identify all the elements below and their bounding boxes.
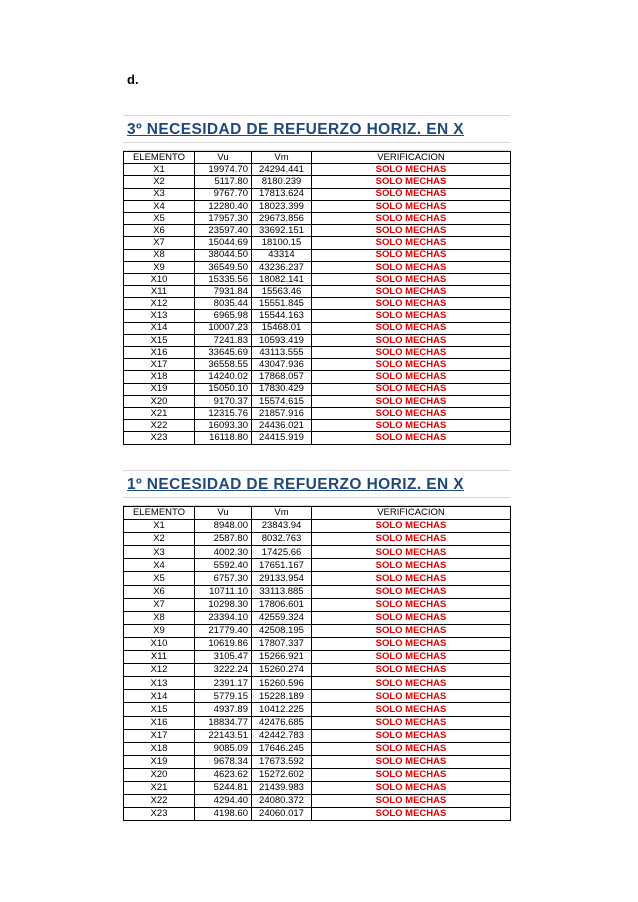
element-cell: X21 [124, 781, 195, 794]
element-cell: X7 [124, 237, 195, 249]
table-row [124, 200, 511, 212]
element-cell: X2 [124, 176, 195, 188]
vu-cell: 10298.30 [195, 598, 252, 611]
vm-cell: 29673.856 [252, 212, 312, 224]
vu-cell: 38044.50 [195, 249, 252, 261]
element-cell: X16 [124, 716, 195, 729]
table-row [124, 420, 511, 432]
element-cell: X22 [124, 420, 195, 432]
vm-cell: 17813.624 [252, 188, 312, 200]
element-cell: X11 [124, 651, 195, 664]
verification-cell: SOLO MECHAS [312, 664, 511, 677]
verification-cell: SOLO MECHAS [312, 164, 511, 176]
vu-cell: 8035.44 [195, 298, 252, 310]
verification-cell: SOLO MECHAS [312, 559, 511, 572]
vm-cell: 42559.324 [252, 611, 312, 624]
table-row [124, 520, 511, 533]
element-cell: X12 [124, 664, 195, 677]
table-row [124, 585, 511, 598]
vm-cell: 15272.602 [252, 768, 312, 781]
verification-cell: SOLO MECHAS [312, 690, 511, 703]
vm-cell: 18023.399 [252, 200, 312, 212]
element-cell: X14 [124, 690, 195, 703]
verification-cell: SOLO MECHAS [312, 637, 511, 650]
verification-cell: SOLO MECHAS [312, 212, 511, 224]
vu-cell: 10007.23 [195, 322, 252, 334]
section-label-d: d. [127, 72, 139, 87]
vm-cell: 18100.15 [252, 237, 312, 249]
table-row [124, 371, 511, 383]
vu-cell: 7931.84 [195, 286, 252, 298]
table-row [124, 383, 511, 395]
verification-cell: SOLO MECHAS [312, 716, 511, 729]
table-row [124, 225, 511, 237]
vu-cell: 6757.30 [195, 572, 252, 585]
vu-cell: 5779.15 [195, 690, 252, 703]
verification-cell: SOLO MECHAS [312, 795, 511, 808]
vm-cell: 24436.021 [252, 420, 312, 432]
vu-cell: 7241.83 [195, 334, 252, 346]
table-row [124, 347, 511, 359]
table-row [124, 677, 511, 690]
verification-cell: SOLO MECHAS [312, 261, 511, 273]
section-first-necessity [123, 470, 510, 821]
table-row [124, 808, 511, 821]
table-row [124, 624, 511, 637]
vm-cell: 21857.916 [252, 407, 312, 419]
vm-cell: 17651.167 [252, 559, 312, 572]
vu-cell: 19974.70 [195, 164, 252, 176]
element-cell: X9 [124, 261, 195, 273]
vu-cell: 5117.80 [195, 176, 252, 188]
vu-cell: 9085.09 [195, 742, 252, 755]
element-cell: X4 [124, 559, 195, 572]
table-row [124, 164, 511, 176]
vu-cell: 2587.80 [195, 533, 252, 546]
vu-cell: 5244.81 [195, 781, 252, 794]
vm-cell: 24080.372 [252, 795, 312, 808]
verification-cell: SOLO MECHAS [312, 298, 511, 310]
header-vm: Vm [252, 507, 312, 520]
verification-cell: SOLO MECHAS [312, 677, 511, 690]
vu-cell: 4623.62 [195, 768, 252, 781]
table-row [124, 781, 511, 794]
vm-cell: 17830.429 [252, 383, 312, 395]
element-cell: X8 [124, 611, 195, 624]
verification-cell: SOLO MECHAS [312, 572, 511, 585]
element-cell: X3 [124, 188, 195, 200]
vm-cell: 15260.596 [252, 677, 312, 690]
element-cell: X13 [124, 677, 195, 690]
vu-cell: 23394.10 [195, 611, 252, 624]
element-cell: X14 [124, 322, 195, 334]
element-cell: X1 [124, 164, 195, 176]
table-row [124, 559, 511, 572]
vm-cell: 43314 [252, 249, 312, 261]
vu-cell: 22143.51 [195, 729, 252, 742]
vu-cell: 14240.02 [195, 371, 252, 383]
table-row [124, 212, 511, 224]
vm-cell: 24415.919 [252, 432, 312, 444]
vu-cell: 2391.17 [195, 677, 252, 690]
vm-cell: 15228.189 [252, 690, 312, 703]
verification-cell: SOLO MECHAS [312, 598, 511, 611]
element-cell: X5 [124, 212, 195, 224]
table-row [124, 651, 511, 664]
vm-cell: 43236.237 [252, 261, 312, 273]
shear-table [123, 506, 511, 821]
element-cell: X10 [124, 273, 195, 285]
verification-cell: SOLO MECHAS [312, 359, 511, 371]
vm-cell: 15574.615 [252, 395, 312, 407]
verification-cell: SOLO MECHAS [312, 395, 511, 407]
verification-cell: SOLO MECHAS [312, 200, 511, 212]
shear-table [123, 151, 511, 445]
element-cell: X11 [124, 286, 195, 298]
verification-cell: SOLO MECHAS [312, 729, 511, 742]
table-row [124, 637, 511, 650]
vu-cell: 36558.55 [195, 359, 252, 371]
element-cell: X6 [124, 585, 195, 598]
verification-cell: SOLO MECHAS [312, 585, 511, 598]
verification-cell: SOLO MECHAS [312, 533, 511, 546]
element-cell: X10 [124, 637, 195, 650]
vu-cell: 15335.56 [195, 273, 252, 285]
vm-cell: 42508.195 [252, 624, 312, 637]
verification-cell: SOLO MECHAS [312, 703, 511, 716]
vu-cell: 15050.10 [195, 383, 252, 395]
vm-cell: 29133.954 [252, 572, 312, 585]
table-row [124, 432, 511, 444]
element-cell: X5 [124, 572, 195, 585]
element-cell: X12 [124, 298, 195, 310]
verification-cell: SOLO MECHAS [312, 322, 511, 334]
verification-cell: SOLO MECHAS [312, 651, 511, 664]
vm-cell: 15260.274 [252, 664, 312, 677]
table-row [124, 729, 511, 742]
table-row [124, 359, 511, 371]
element-cell: X3 [124, 546, 195, 559]
table-row [124, 611, 511, 624]
verification-cell: SOLO MECHAS [312, 286, 511, 298]
element-cell: X21 [124, 407, 195, 419]
header-vu: Vu [195, 507, 252, 520]
table-row [124, 546, 511, 559]
vu-cell: 8948.00 [195, 520, 252, 533]
table-row [124, 310, 511, 322]
table-row [124, 703, 511, 716]
vm-cell: 43047.936 [252, 359, 312, 371]
vu-cell: 4294.40 [195, 795, 252, 808]
table-row [124, 598, 511, 611]
element-cell: X19 [124, 383, 195, 395]
element-cell: X6 [124, 225, 195, 237]
table-row [124, 261, 511, 273]
element-cell: X8 [124, 249, 195, 261]
verification-cell: SOLO MECHAS [312, 176, 511, 188]
vu-cell: 4937.89 [195, 703, 252, 716]
vu-cell: 9767.70 [195, 188, 252, 200]
vm-cell: 15563.46 [252, 286, 312, 298]
vm-cell: 42476.685 [252, 716, 312, 729]
table-row [124, 298, 511, 310]
table-row [124, 237, 511, 249]
vm-cell: 10412.225 [252, 703, 312, 716]
element-cell: X7 [124, 598, 195, 611]
verification-cell: SOLO MECHAS [312, 546, 511, 559]
table-row [124, 407, 511, 419]
verification-cell: SOLO MECHAS [312, 611, 511, 624]
vu-cell: 3222.24 [195, 664, 252, 677]
vu-cell: 10619.86 [195, 637, 252, 650]
element-cell: X1 [124, 520, 195, 533]
vu-cell: 16093.30 [195, 420, 252, 432]
header-element: ELEMENTO [124, 152, 195, 164]
verification-cell: SOLO MECHAS [312, 781, 511, 794]
table-row [124, 795, 511, 808]
header-vm: Vm [252, 152, 312, 164]
vm-cell: 42442.783 [252, 729, 312, 742]
section-title-bar [123, 115, 510, 143]
element-cell: X19 [124, 755, 195, 768]
verification-cell: SOLO MECHAS [312, 768, 511, 781]
vm-cell: 33113.885 [252, 585, 312, 598]
vm-cell: 17673.592 [252, 755, 312, 768]
element-cell: X23 [124, 432, 195, 444]
vm-cell: 17425.66 [252, 546, 312, 559]
vu-cell: 21779.40 [195, 624, 252, 637]
section-title: 1º NECESIDAD DE REFUERZO HORIZ. EN X [127, 476, 464, 493]
element-cell: X16 [124, 347, 195, 359]
vu-cell: 15044.69 [195, 237, 252, 249]
verification-cell: SOLO MECHAS [312, 624, 511, 637]
verification-cell: SOLO MECHAS [312, 407, 511, 419]
verification-cell: SOLO MECHAS [312, 347, 511, 359]
vm-cell: 15468.01 [252, 322, 312, 334]
vm-cell: 23843.94 [252, 520, 312, 533]
verification-cell: SOLO MECHAS [312, 742, 511, 755]
element-cell: X18 [124, 742, 195, 755]
table-row [124, 690, 511, 703]
vm-cell: 10593.419 [252, 334, 312, 346]
vm-cell: 33692.151 [252, 225, 312, 237]
verification-cell: SOLO MECHAS [312, 420, 511, 432]
vu-cell: 5592.40 [195, 559, 252, 572]
vm-cell: 17868.057 [252, 371, 312, 383]
table-row [124, 572, 511, 585]
vu-cell: 18834.77 [195, 716, 252, 729]
verification-cell: SOLO MECHAS [312, 432, 511, 444]
element-cell: X17 [124, 729, 195, 742]
element-cell: X15 [124, 703, 195, 716]
vm-cell: 8180.239 [252, 176, 312, 188]
table-header-row [124, 152, 511, 164]
verification-cell: SOLO MECHAS [312, 237, 511, 249]
element-cell: X9 [124, 624, 195, 637]
table-row [124, 664, 511, 677]
verification-cell: SOLO MECHAS [312, 808, 511, 821]
verification-cell: SOLO MECHAS [312, 371, 511, 383]
verification-cell: SOLO MECHAS [312, 249, 511, 261]
section-third-necessity [123, 115, 510, 445]
vu-cell: 3105.47 [195, 651, 252, 664]
element-cell: X2 [124, 533, 195, 546]
element-cell: X20 [124, 395, 195, 407]
vm-cell: 43113.555 [252, 347, 312, 359]
section-title-bar [123, 470, 510, 498]
vm-cell: 15266.921 [252, 651, 312, 664]
table-row [124, 395, 511, 407]
verification-cell: SOLO MECHAS [312, 188, 511, 200]
table-row [124, 273, 511, 285]
vm-cell: 17806.601 [252, 598, 312, 611]
vu-cell: 33645.69 [195, 347, 252, 359]
table-row [124, 334, 511, 346]
table-row [124, 755, 511, 768]
verification-cell: SOLO MECHAS [312, 520, 511, 533]
table-row [124, 533, 511, 546]
vu-cell: 6965.98 [195, 310, 252, 322]
vu-cell: 23597.40 [195, 225, 252, 237]
vm-cell: 24294.441 [252, 164, 312, 176]
table-row [124, 188, 511, 200]
table-row [124, 716, 511, 729]
header-vu: Vu [195, 152, 252, 164]
vm-cell: 15551.845 [252, 298, 312, 310]
vu-cell: 4198.60 [195, 808, 252, 821]
verification-cell: SOLO MECHAS [312, 755, 511, 768]
verification-cell: SOLO MECHAS [312, 273, 511, 285]
header-verification: VERIFICACION [312, 507, 511, 520]
table-row [124, 286, 511, 298]
table-row [124, 249, 511, 261]
vm-cell: 8032.763 [252, 533, 312, 546]
vu-cell: 9678.34 [195, 755, 252, 768]
table-row [124, 176, 511, 188]
element-cell: X18 [124, 371, 195, 383]
element-cell: X23 [124, 808, 195, 821]
verification-cell: SOLO MECHAS [312, 334, 511, 346]
element-cell: X20 [124, 768, 195, 781]
vu-cell: 4002.30 [195, 546, 252, 559]
vm-cell: 21439.983 [252, 781, 312, 794]
header-element: ELEMENTO [124, 507, 195, 520]
element-cell: X13 [124, 310, 195, 322]
element-cell: X17 [124, 359, 195, 371]
element-cell: X22 [124, 795, 195, 808]
element-cell: X15 [124, 334, 195, 346]
vm-cell: 24060.017 [252, 808, 312, 821]
header-verification: VERIFICACION [312, 152, 511, 164]
table-row [124, 322, 511, 334]
vu-cell: 16118.80 [195, 432, 252, 444]
vm-cell: 18082.141 [252, 273, 312, 285]
vu-cell: 12280.40 [195, 200, 252, 212]
verification-cell: SOLO MECHAS [312, 383, 511, 395]
verification-cell: SOLO MECHAS [312, 310, 511, 322]
vm-cell: 17646.245 [252, 742, 312, 755]
vm-cell: 15544.163 [252, 310, 312, 322]
element-cell: X4 [124, 200, 195, 212]
vu-cell: 9170.37 [195, 395, 252, 407]
vu-cell: 12315.76 [195, 407, 252, 419]
table-row [124, 742, 511, 755]
vu-cell: 17957.30 [195, 212, 252, 224]
section-title: 3º NECESIDAD DE REFUERZO HORIZ. EN X [127, 121, 464, 138]
vu-cell: 36549.50 [195, 261, 252, 273]
table-header-row [124, 507, 511, 520]
vm-cell: 17807.337 [252, 637, 312, 650]
table-row [124, 768, 511, 781]
verification-cell: SOLO MECHAS [312, 225, 511, 237]
vu-cell: 10711.10 [195, 585, 252, 598]
